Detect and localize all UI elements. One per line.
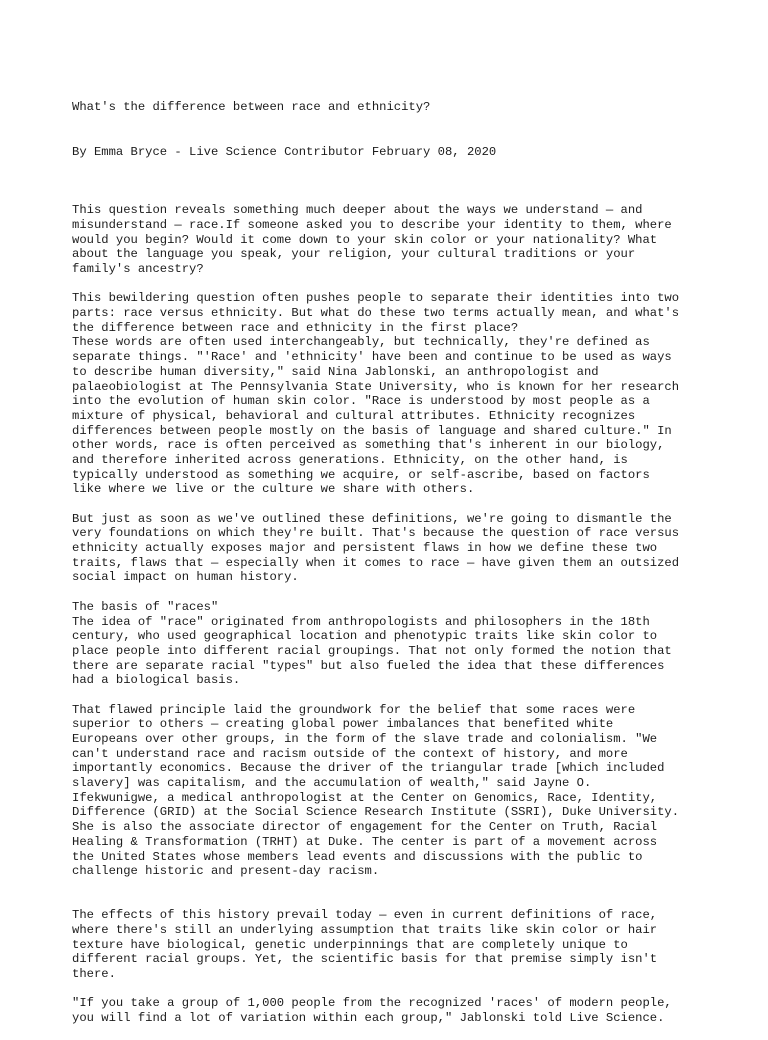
paragraph-line: challenge historic and present-day racism. bbox=[72, 864, 380, 879]
paragraph-line: The basis of "races" bbox=[72, 599, 219, 614]
paragraph-spacer bbox=[72, 688, 712, 703]
paragraph-line: texture have biological, genetic underpinnings that are completely unique to bbox=[72, 937, 628, 952]
paragraph-line: different racial groups. Yet, the scientific basis for that premise simply isn't bbox=[72, 952, 658, 967]
paragraph-line: mixture of physical, behavioral and cultural attributes. Ethnicity recognizes bbox=[72, 408, 636, 423]
paragraph-line: Europeans over other groups, in the form of the slave trade and colonialism. "We bbox=[72, 732, 658, 747]
paragraph-spacer bbox=[72, 982, 712, 997]
paragraph-spacer bbox=[72, 585, 712, 600]
paragraph-line: "If you take a group of 1,000 people from the recognized 'races' of modern people, bbox=[72, 996, 672, 1011]
paragraph-line: like where we live or the culture we share with others. bbox=[72, 482, 475, 497]
paragraph-line: the United States whose members lead events and discussions with the public to bbox=[72, 849, 643, 864]
paragraph-line: Ifekwunigwe, a medical anthropologist at the Center on Genomics, Race, Identity, bbox=[72, 790, 658, 805]
paragraph-line: had a biological basis. bbox=[72, 673, 241, 688]
paragraph-line: and therefore inherited across generations. Ethnicity, on the other hand, is bbox=[72, 452, 628, 467]
paragraph-line: there are separate racial "types" but also fueled the idea that these differences bbox=[72, 658, 665, 673]
paragraph-line: social impact on human history. bbox=[72, 570, 299, 585]
paragraph-line: She is also the associate director of engagement for the Center on Truth, Racial bbox=[72, 820, 658, 835]
paragraph-line: where there's still an underlying assumption that traits like skin color or hair bbox=[72, 922, 658, 937]
paragraph-line: That flawed principle laid the groundwork for the belief that some races were bbox=[72, 702, 636, 717]
paragraph-line: very foundations on which they're built. That's because the question of race versus bbox=[72, 526, 680, 541]
document-byline: By Emma Bryce - Live Science Contributor February 08, 2020 bbox=[72, 144, 497, 159]
paragraph-line: The effects of this history prevail today — even in current definitions of race, bbox=[72, 908, 658, 923]
paragraph-line: place people into different racial groupings. That not only formed the notion that bbox=[72, 643, 672, 658]
paragraph-line: palaeobiologist at The Pennsylvania State University, who is known for her research bbox=[72, 379, 680, 394]
paragraph-line: parts: race versus ethnicity. But what do these two terms actually mean, and what's bbox=[72, 306, 680, 321]
paragraph-line: Healing & Transformation (TRHT) at Duke. The center is part of a movement across bbox=[72, 834, 658, 849]
paragraph-line: about the language you speak, your religion, your cultural traditions or your bbox=[72, 247, 636, 262]
paragraph-line: separate things. "'Race' and 'ethnicity' have been and continue to be used as ways bbox=[72, 350, 672, 365]
paragraph-line: to describe human diversity," said Nina Jablonski, an anthropologist and bbox=[72, 364, 599, 379]
paragraph-line: Difference (GRID) at the Social Science Research Institute (SSRI), Duke University. bbox=[72, 805, 680, 820]
paragraph-line: differences between people mostly on the basis of language and shared culture." In bbox=[72, 423, 672, 438]
paragraph-spacer bbox=[72, 189, 712, 204]
paragraph-line: other words, race is often perceived as something that's inherent in our biology, bbox=[72, 438, 665, 453]
paragraph-line: importantly economics. Because the driver of the triangular trade [which included bbox=[72, 761, 665, 776]
paragraph-spacer bbox=[72, 277, 712, 292]
paragraph-line: you will find a lot of variation within each group," Jablonski told Live Science. bbox=[72, 1011, 665, 1026]
document-body bbox=[72, 189, 712, 1026]
paragraph-line: slavery] was capitalism, and the accumulation of wealth," said Jayne O. bbox=[72, 776, 592, 791]
paragraph-line: can't understand race and racism outside of the context of history, and more bbox=[72, 746, 628, 761]
paragraph-line: the difference between race and ethnicity in the first place? bbox=[72, 320, 519, 335]
paragraph-line: century, who used geographical location and phenotypic traits like skin color to bbox=[72, 629, 658, 644]
paragraph-line: But just as soon as we've outlined these definitions, we're going to dismantle the bbox=[72, 511, 672, 526]
paragraph-spacer bbox=[72, 879, 712, 894]
document-page bbox=[72, 71, 712, 1040]
paragraph-line: into the evolution of human skin color. "Race is understood by most people as a bbox=[72, 394, 650, 409]
paragraph-line: superior to others — creating global power imbalances that benefited white bbox=[72, 717, 614, 732]
paragraph-line: there. bbox=[72, 967, 116, 982]
paragraph-line: family's ancestry? bbox=[72, 262, 204, 277]
paragraph-line: would you begin? Would it come down to your skin color or your nationality? What bbox=[72, 232, 658, 247]
paragraph-spacer bbox=[72, 497, 712, 512]
paragraph-line: This bewildering question often pushes people to separate their identities into two bbox=[72, 291, 680, 306]
paragraph-line: These words are often used interchangeably, but technically, they're defined as bbox=[72, 335, 650, 350]
paragraph-line: typically understood as something we acquire, or self-ascribe, based on factors bbox=[72, 467, 650, 482]
paragraph-line: traits, flaws that — especially when it comes to race — have given them an outsized bbox=[72, 555, 680, 570]
document-title: What's the difference between race and ethnicity? bbox=[72, 100, 431, 115]
paragraph-line: ethnicity actually exposes major and persistent flaws in how we define these two bbox=[72, 541, 658, 556]
paragraph-line: misunderstand — race.If someone asked you to describe your identity to them, where bbox=[72, 217, 672, 232]
paragraph-line bbox=[72, 894, 712, 909]
paragraph-line: The idea of "race" originated from anthropologists and philosophers in the 18th bbox=[72, 614, 650, 629]
paragraph-line: This question reveals something much deeper about the ways we understand — and bbox=[72, 203, 643, 218]
